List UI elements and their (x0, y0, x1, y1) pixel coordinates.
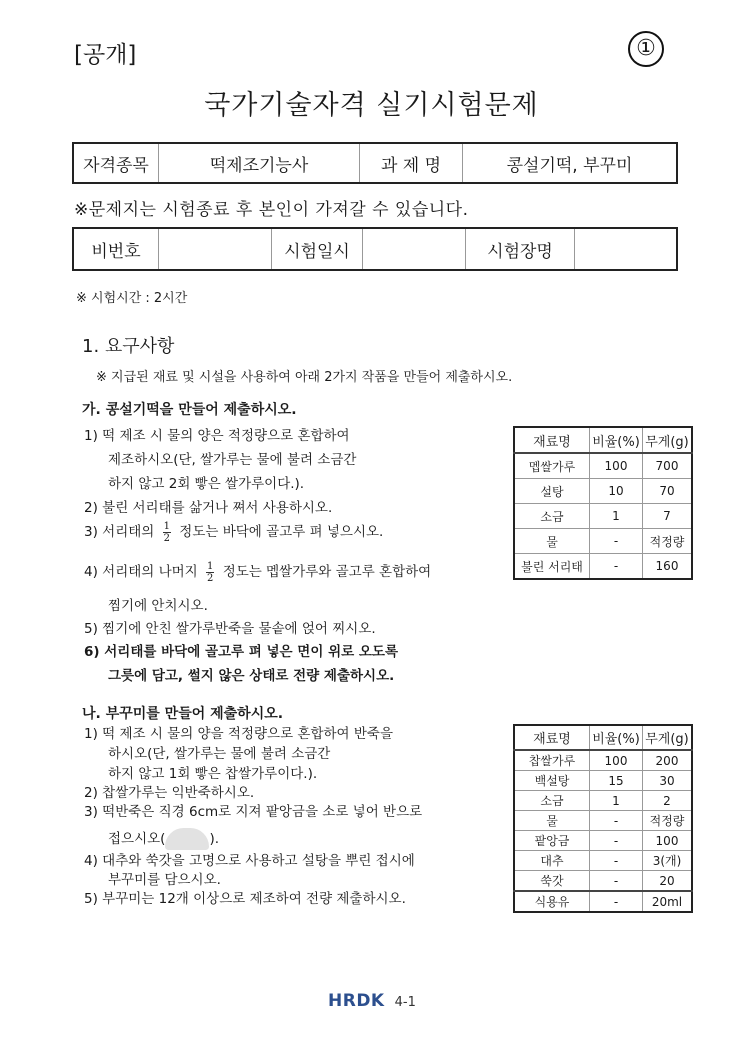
cell: 식용유 (514, 891, 590, 912)
step-line: 1) 떡 제조 시 물의 양을 적정량으로 혼합하여 반죽을 (84, 726, 394, 742)
hrdk-logo: HRDK (328, 991, 385, 1011)
ingredients-table-a (513, 426, 693, 580)
fraction-half: $\frac{1}{2}$ (163, 520, 170, 544)
cell: 30 (643, 771, 693, 791)
cell: 3(개) (643, 851, 693, 871)
page-number: 4-1 (394, 995, 416, 1010)
cell: 2 (643, 791, 693, 811)
cell: 팥앙금 (514, 831, 590, 851)
step-line: 6) 서리태를 바닥에 골고루 펴 넣은 면이 위로 오도록 (84, 644, 398, 660)
step-line: 하시오(단, 쌀가루는 물에 불려 소금간 (108, 746, 331, 762)
table-row (514, 851, 692, 871)
task-label: 과 제 명 (360, 143, 463, 183)
cell: 7 (643, 504, 693, 529)
cell: 대추 (514, 851, 590, 871)
table-row (514, 750, 692, 771)
cell: 200 (643, 750, 693, 771)
table-row (514, 771, 692, 791)
table-row (514, 453, 692, 479)
cell: - (590, 871, 643, 892)
cell: 160 (643, 554, 693, 580)
cell: 15 (590, 771, 643, 791)
page-title: 국가기술자격 실기시험문제 (204, 90, 539, 121)
fraction-half: $\frac{1}{2}$ (207, 560, 214, 584)
id-label: 비번호 (73, 228, 159, 270)
cell: 20ml (643, 891, 693, 912)
step-text: 정도는 바닥에 골고루 펴 넣으시오. (179, 524, 384, 540)
step-line: 1) 떡 제조 시 물의 양은 적정량으로 혼합하여 (84, 428, 350, 444)
exam-time: ※ 시험시간 : 2시간 (76, 291, 188, 306)
table-row (514, 871, 692, 892)
header-cell: 비율(%) (590, 427, 643, 453)
table-row (514, 891, 692, 912)
cell: 쑥갓 (514, 871, 590, 892)
cell: 찹쌀가루 (514, 750, 590, 771)
section-a-title: 가. 콩설기떡을 만들어 제출하시오. (82, 402, 297, 418)
page-marker: ① (628, 31, 664, 67)
header-cell: 재료명 (514, 427, 590, 453)
cell: - (590, 891, 643, 912)
step-text: 4) 서리태의 나머지 (84, 564, 198, 580)
cell: - (590, 554, 643, 580)
task-value: 콩설기떡, 부꾸미 (463, 143, 678, 183)
step-line: 그릇에 담고, 썰지 않은 상태로 전량 제출하시오. (108, 668, 395, 684)
cell: 1 (590, 504, 643, 529)
id-value[interactable] (159, 228, 272, 270)
step-line: 4) 대추와 쑥갓을 고명으로 사용하고 설탕을 뿌린 접시에 (84, 853, 415, 869)
cell: 불린 서리태 (514, 554, 590, 580)
cell: 물 (514, 529, 590, 554)
step-line: 찜기에 안치시오. (108, 598, 208, 614)
date-label: 시험일시 (272, 228, 363, 270)
step-line: 하지 않고 1회 빻은 찹쌀가루이다.). (108, 766, 318, 782)
cell: 1 (590, 791, 643, 811)
cell: 적정량 (643, 529, 693, 554)
step-line: 5) 찜기에 안친 쌀가루반죽을 물솥에 얹어 찌시오. (84, 621, 376, 637)
cell: 소금 (514, 504, 590, 529)
cell: 설탕 (514, 479, 590, 504)
cell: 100 (590, 453, 643, 479)
table-row (514, 831, 692, 851)
header-cell: 무게(g) (643, 427, 693, 453)
header-cell: 무게(g) (643, 725, 693, 750)
section-b-title: 나. 부꾸미를 만들어 제출하시오. (82, 706, 284, 722)
cell: 20 (643, 871, 693, 892)
ingredients-table-b (513, 724, 693, 913)
cell: - (590, 851, 643, 871)
public-label: [공개] (74, 42, 137, 68)
table-row (514, 554, 692, 580)
cell: 소금 (514, 791, 590, 811)
step-line (84, 520, 383, 544)
cert-label: 자격종목 (73, 143, 159, 183)
step-line (108, 827, 219, 850)
step-line (84, 560, 431, 584)
cell: 70 (643, 479, 693, 504)
cell: 700 (643, 453, 693, 479)
requirements-title: 1. 요구사항 (82, 336, 175, 357)
header-cell: 재료명 (514, 725, 590, 750)
table-row (514, 504, 692, 529)
cell: - (590, 811, 643, 831)
table-row (514, 811, 692, 831)
step-line: 부꾸미를 담으시오. (108, 872, 221, 888)
step-text: ). (209, 831, 219, 847)
header-cell: 비율(%) (590, 725, 643, 750)
place-value[interactable] (575, 228, 678, 270)
date-value[interactable] (363, 228, 466, 270)
step-line: 3) 떡반죽은 직경 6cm로 지져 팥앙금을 소로 넣어 반으로 (84, 804, 423, 820)
exam-info-table (72, 227, 678, 271)
step-text: 접으시오( (108, 831, 166, 847)
step-line: 2) 찹쌀가루는 익반죽하시오. (84, 785, 255, 801)
step-line: 하지 않고 2회 빻은 쌀가루이다.). (108, 476, 305, 492)
step-line: 제조하시오(단, 쌀가루는 물에 불려 소금간 (108, 452, 357, 468)
certification-table (72, 142, 678, 184)
cell: 100 (590, 750, 643, 771)
cell: 적정량 (643, 811, 693, 831)
cell: 물 (514, 811, 590, 831)
step-line: 5) 부꾸미는 12개 이상으로 제조하여 전량 제출하시오. (84, 891, 406, 907)
footer (328, 991, 416, 1011)
cell: 10 (590, 479, 643, 504)
cell: 백설탕 (514, 771, 590, 791)
cert-value: 떡제조기능사 (159, 143, 360, 183)
table-row (514, 529, 692, 554)
table-row (514, 479, 692, 504)
step-line: 2) 불린 서리태를 삶거나 쪄서 사용하시오. (84, 500, 333, 516)
requirements-note: ※ 지급된 재료 및 시설을 사용하여 아래 2가지 작품을 만들어 제출하시오. (96, 370, 513, 385)
cell: 멥쌀가루 (514, 453, 590, 479)
cell: - (590, 831, 643, 851)
step-text: 정도는 멥쌀가루와 골고루 혼합하여 (222, 564, 432, 580)
table-row (514, 791, 692, 811)
take-home-notice: ※문제지는 시험종료 후 본인이 가져갈 수 있습니다. (74, 200, 469, 220)
cell: - (590, 529, 643, 554)
redacted-image (165, 828, 209, 850)
place-label: 시험장명 (466, 228, 575, 270)
step-text: 3) 서리태의 (84, 524, 155, 540)
cell: 100 (643, 831, 693, 851)
